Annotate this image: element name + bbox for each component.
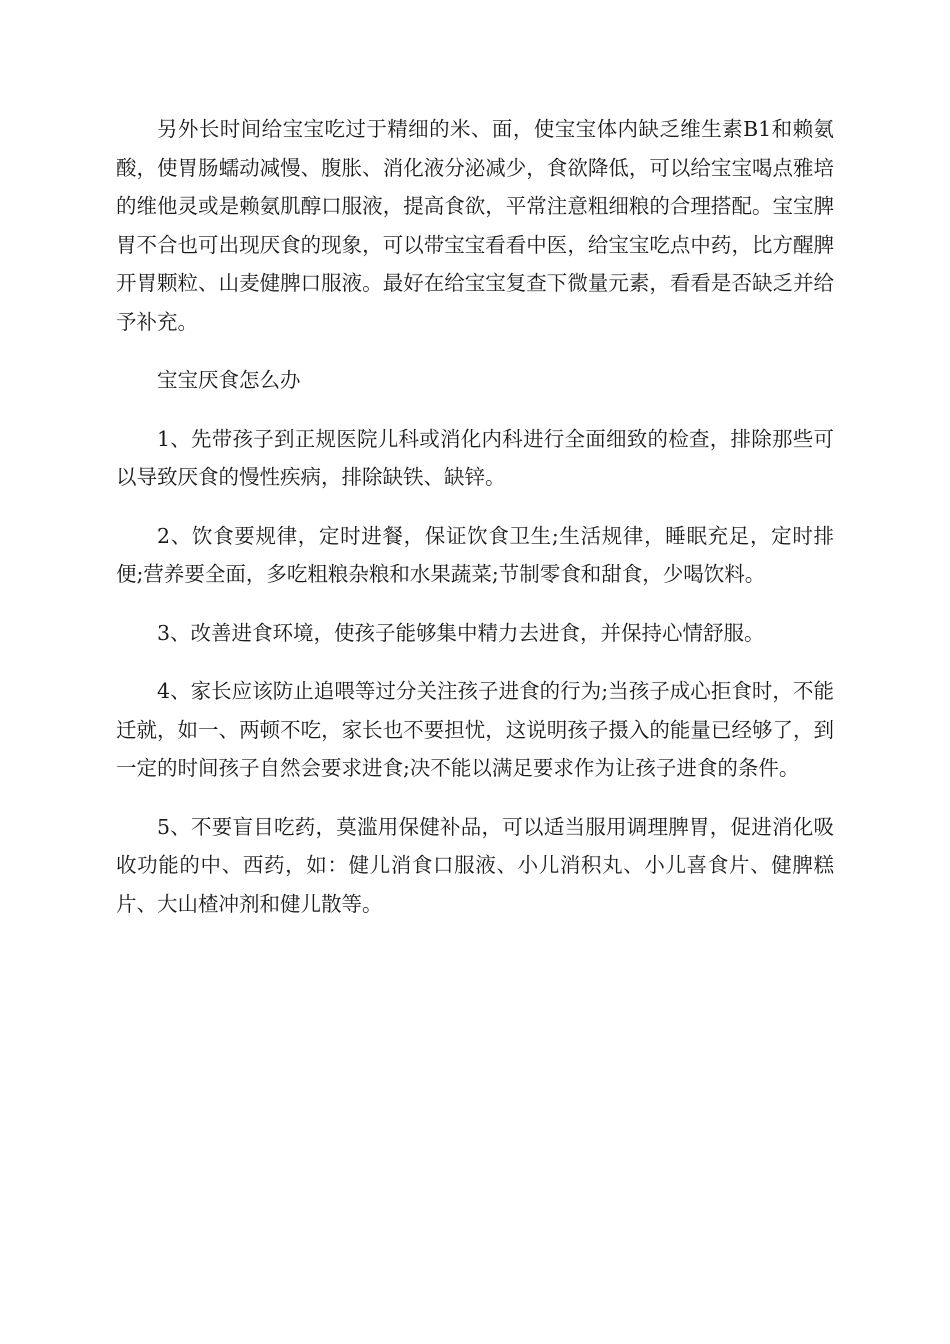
list-item: 2、饮食要规律，定时进餐，保证饮食卫生;生活规律，睡眠充足，定时排便;营养要全面，多吃粗粮杂粮和水果蔬菜;节制零食和甜食，少喝饮料。 — [116, 523, 834, 586]
section-heading: 宝宝厌食怎么办 — [157, 368, 301, 392]
list-item: 5、不要盲目吃药，莫滥用保健补品，可以适当服用调理脾胃，促进消化吸收功能的中、西药，如：健儿消食口服液、小儿消积丸、小儿喜食片、健脾糕片、大山楂冲剂和健儿散等。 — [116, 814, 834, 916]
list-item: 4、家长应该防止追喂等过分关注孩子进食的行为;当孩子成心拒食时，不能迁就，如一、两顿不吃，家长也不要担忧，这说明孩子摄入的能量已经够了，到一定的时间孩子自然会要求进食;决不能以满足要求作为让孩子进食的条件。 — [116, 679, 834, 780]
document-page — [116, 110, 834, 943]
intro-paragraph: 另外长时间给宝宝吃过于精细的米、面，使宝宝体内缺乏维生素B1和赖氨酸，使胃肠蠕动减慢、腹胀、消化液分泌减少，食欲降低，可以给宝宝喝点雅培的维他灵或是赖氨肌醇口服液，提高食欲，平常注意粗细粮的合理搭配。宝宝脾胃不合也可出现厌食的现象，可以带宝宝看看中医，给宝宝吃点中药，比方醒脾开胃颗粒、山麦健脾口服液。最好在给宝宝复查下微量元素，看看是否缺乏并给予补充。 — [116, 117, 834, 334]
list-item: 1、先带孩子到正规医院儿科或消化内科进行全面细致的检查，排除那些可以导致厌食的慢性疾病，排除缺铁、缺锌。 — [116, 426, 834, 489]
list-item: 3、改善进食环境，使孩子能够集中精力去进食，并保持心情舒服。 — [157, 620, 765, 645]
